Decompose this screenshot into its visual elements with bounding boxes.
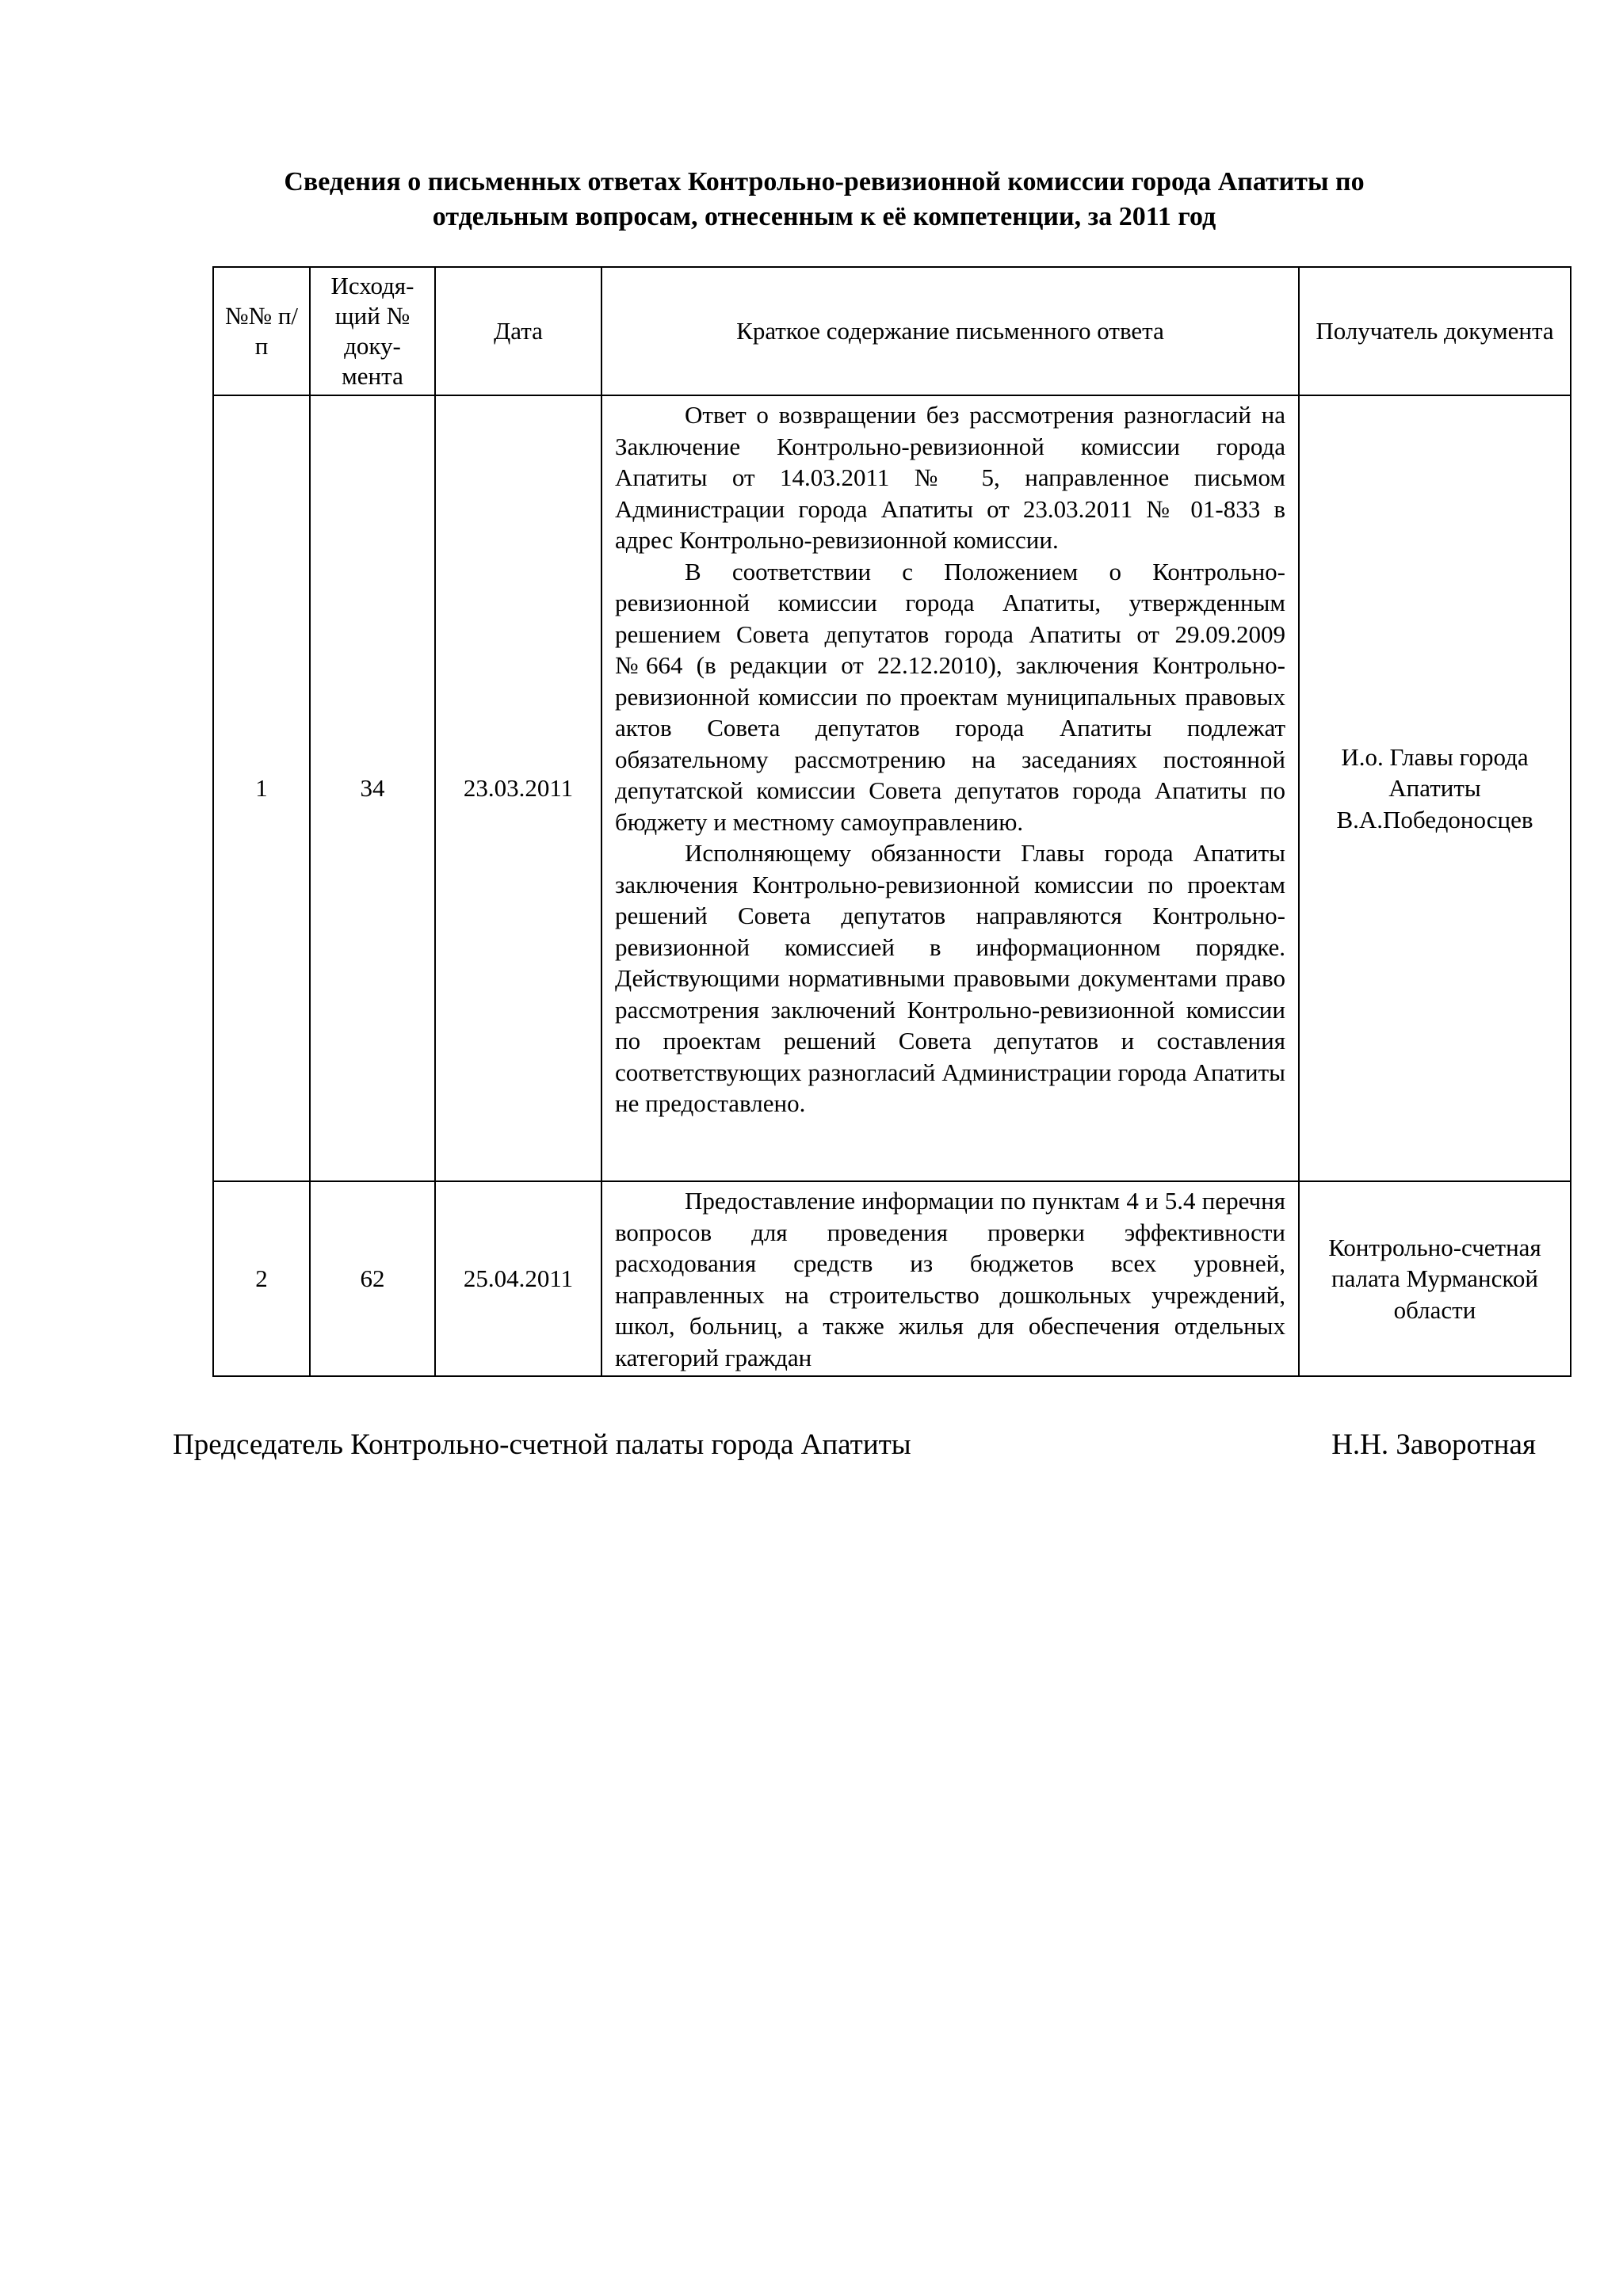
title-line-1: Сведения о письменных ответах Контрольно-ревизионной комиссии города Апатиты по bbox=[284, 167, 1365, 196]
cell-summary bbox=[601, 395, 1299, 1181]
summary-paragraph: Исполняющему обязанности Главы города Апатиты заключения Контрольно-ревизионной комиссии по проектам решений Совета депутатов направляются Контрольно-ревизионной комиссией в информационном порядке. Действующими нормативными правовыми документами право рассмотрения заключений Контрольно-ревизионной комиссии по проектам решений Совета депутатов и составления соответствующих разногласий Администрации города Апатиты не предоставлено. bbox=[615, 839, 1285, 1117]
table-row bbox=[213, 395, 1571, 1181]
signatory-position: Председатель Контрольно-счетной палаты города Апатиты bbox=[173, 1428, 911, 1461]
summary-paragraph: Предоставление информации по пунктам 4 и 5.4 перечня вопросов для проведения проверки эффективности расходования средств из бюджетов всех уровней, направленных на строительство дошкольных учреждений, школ, больниц, а также жилья для обеспечения отдельных категорий граждан bbox=[615, 1187, 1285, 1371]
header-summary: Краткое содержание письменного ответа bbox=[601, 267, 1299, 395]
cell-recipient: И.о. Главы города Апатиты В.А.Победоносцев bbox=[1299, 395, 1571, 1181]
document-title bbox=[238, 165, 1411, 235]
summary-paragraph: В соответствии с Положением о Контрольно-ревизионной комиссии города Апатиты, утвержденным решением Совета депутатов города Апатиты от 29.09.2009 №664 (в редакции от 22.12.2010), заключения Контрольно-ревизионной комиссии по проектам муниципальных правовых актов Совета депутатов города Апатиты подлежат обязательному рассмотрению на заседаниях постоянной депутатской комиссии Совета депутатов города Апатиты по бюджету и местному самоуправлению. bbox=[615, 557, 1285, 836]
responses-table bbox=[212, 266, 1571, 1377]
header-date: Дата bbox=[435, 267, 601, 395]
cell-num: 2 bbox=[213, 1181, 310, 1376]
header-outgoing: Исходя-щий № доку-мента bbox=[310, 267, 435, 395]
cell-summary bbox=[601, 1181, 1299, 1376]
cell-date: 23.03.2011 bbox=[435, 395, 601, 1181]
cell-num: 1 bbox=[213, 395, 310, 1181]
cell-outgoing: 62 bbox=[310, 1181, 435, 1376]
summary-paragraph: Ответ о возвращении без рассмотрения разногласий на Заключение Контрольно-ревизионной комиссии города Апатиты от 14.03.2011 № 5, направленное письмом Администрации города Апатиты от 23.03.2011 № 01-833 в адрес Контрольно-ревизионной комиссии. bbox=[615, 401, 1285, 554]
cell-date: 25.04.2011 bbox=[435, 1181, 601, 1376]
header-num: №№ п/п bbox=[213, 267, 310, 395]
cell-outgoing: 34 bbox=[310, 395, 435, 1181]
title-line-2: отдельным вопросам, отнесенным к её компетенции, за 2011 год bbox=[432, 202, 1216, 231]
header-recipient: Получатель документа bbox=[1299, 267, 1571, 395]
table-header-row bbox=[213, 267, 1571, 395]
signatory-name: Н.Н. Заворотная bbox=[1331, 1428, 1536, 1461]
table-row bbox=[213, 1181, 1571, 1376]
cell-recipient: Контрольно-счетная палата Мурманской области bbox=[1299, 1181, 1571, 1376]
